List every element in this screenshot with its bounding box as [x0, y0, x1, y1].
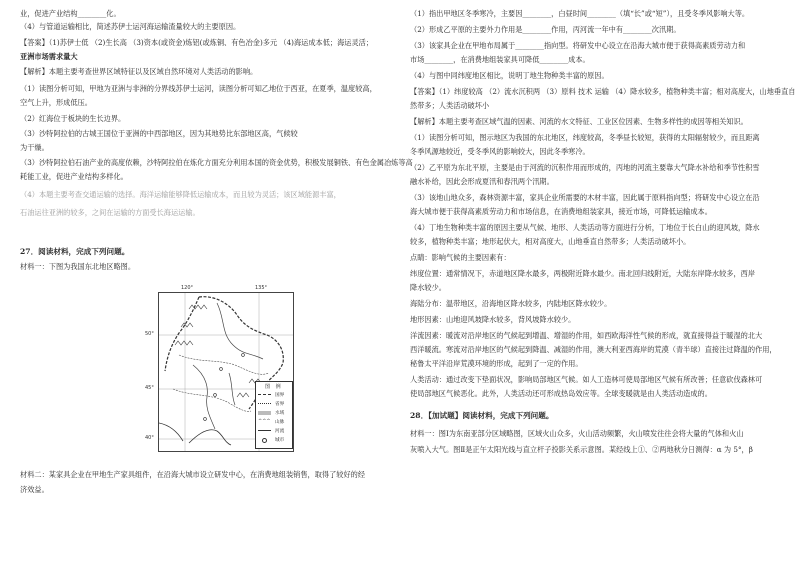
- text-line: 市场________，在消费地组装家具可降低________成本。: [410, 55, 590, 64]
- text-line: 材料二：某家具企业在甲地生产家具组件，在沿海大城市设立研发中心，在消费地组装销售，取得了较好的经: [20, 470, 366, 479]
- text-line: 材料一：图Ⅰ为东南亚部分区域略图，区域火山众多，火山活动频繁，火山喷发往往会将大量的气体和火山: [410, 429, 744, 438]
- text-line: 然带多；人类活动破坏小: [410, 101, 490, 110]
- text-line: 使局部地区气候恶化。此外，人类活动还可形成热岛效应等。全球变暖就是由人类活动造成的。: [410, 389, 712, 398]
- text-line: 秘鲁太平洋沿岸荒漠环境的形成，起到了一定的作用。: [410, 359, 583, 368]
- province-border-icon: [258, 403, 271, 404]
- text-line: 洋流因素：暖流对沿岸地区的气候起到增温、增湿的作用，如西欧海洋性气候的形成，就直接得益于暖湿的北大: [410, 331, 763, 340]
- text-line: 【答案】（1）纬度较高 （2）流水沉积两 （3）原料 技术 运输 （4）降水较多，植物种类丰富；相对高度大，山地垂直自: [410, 87, 796, 96]
- text-line: （4）本题主要考查交通运输的选择。海洋运输能够降低运输成本，而且较为灵活；该区域能源丰富，: [20, 190, 341, 199]
- text-line: 灰喷入大气。图Ⅱ是正午太阳光线与直立杆子投影关系示意图。某经线上①、②两地秋分日测得：α 为 5°，β: [410, 445, 753, 454]
- text-line: （3）该家具企业在甲地布局属于________指向型。将研发中心设立在沿海大城市便于获得高素质劳动力和: [410, 41, 746, 50]
- text-line: （2）红海位于板块的生长边界。: [20, 114, 126, 123]
- text-line: （3）该地山地众多，森林资源丰富，家具企业所需要的木材丰富，因此属于原料指向型；将研发中心设立在沿: [410, 193, 760, 202]
- text-line: 济效益。: [20, 485, 49, 494]
- text-line: 点睛：影响气候的主要因素有：: [410, 253, 511, 262]
- text-line: （1）读图分析可知，甲地为亚洲与非洲的分界线苏伊士运河，读图分析可知乙地位于西亚，在夏季，温度较高，: [20, 84, 377, 93]
- text-line: 人类活动：通过改变下垫面状况，影响局部地区气候。如人工造林可使局部地区气候有所改善；任意砍伐森林可: [410, 375, 763, 384]
- text-line: 冬季风源地较近，受冬季风的影响较大，因此冬季寒冷。: [410, 147, 590, 156]
- text-line: 【解析】本题主要考查区域气温的因素、河流的水文特征、工业区位因素、生物多样性的成因等相关知识。: [410, 117, 748, 126]
- river-icon: [258, 430, 271, 431]
- text-line: 耗能工业，促进产业结构多样化。: [20, 172, 128, 181]
- text-line: （1）指出甲地区冬季寒冷，主要因________，白昼时间________（填“长”或“短”），且受冬季风影响大等。: [410, 9, 750, 18]
- question-27-heading: 27．阅读材料，完成下列问题。: [20, 247, 130, 256]
- text-line: 西洋暖流。寒流对沿岸地区的气候起到降温、减湿的作用，澳大利亚西海岸的荒漠（青半球）直接注过降温的作用，: [410, 345, 777, 354]
- right-column: [410, 0, 796, 566]
- legend-item: 河流: [258, 428, 290, 434]
- text-line: 空气上升，形成低压。: [20, 98, 92, 107]
- text-line: 【答案】（1)苏伊士低 （2)生长高 （3)资本(或资金)炼铝(或炼铜、有色冶金)多元 （4)海运成本低；海运灵活；: [20, 38, 374, 47]
- text-line: （4）丁地生物种类丰富的原因主要从气候、地形、人类活动等方面进行分析，丁地位于长白山的迎风坡，降水: [410, 223, 760, 232]
- text-line: 海大城市便于获得高素质劳动力和市场信息，在消费地组装家具，接近市场，可降低运输成本。: [410, 207, 712, 216]
- question-28-heading: 28．【加试题】阅读材料，完成下列问题。: [410, 411, 554, 420]
- text-line: （3）沙特阿拉伯的古城王国位于亚洲的中西部地区，因为其地势比东部地区高，气候较: [20, 129, 298, 138]
- text-line: （1）读图分析可知，图示地区为我国的东北地区，纬度较高，冬季昼长较短，获得的太阳辐射较少，而且距离: [410, 133, 760, 142]
- left-column: [20, 0, 413, 566]
- text-line: （2）乙平原为东北平原，主要是由于河流的沉积作用而形成的，丙地的河流主要靠大气降水补给和季节性积雪: [410, 163, 760, 172]
- legend-item: 国界: [258, 392, 290, 398]
- text-line: 【解析】本题主要考查世界区域特征以及区域自然环境对人类活动的影响。: [20, 67, 258, 76]
- text-line: 材料一：下图为我国东北地区略图。: [20, 262, 136, 271]
- lon-label: 120°: [181, 285, 194, 291]
- text-line: 较多，植物种类丰富；地形起伏大，相对高度大，山地垂直自然带多；人类活动破坏小。: [410, 237, 691, 246]
- legend-item: 水域: [258, 410, 290, 416]
- text-line: 亚洲市场需求量大: [20, 52, 78, 61]
- northeast-china-map: [145, 285, 294, 452]
- legend-item: 城市: [258, 437, 290, 443]
- mountain-icon: ^^^: [258, 418, 271, 424]
- city-icon: [262, 438, 267, 443]
- legend-item: 省界: [258, 401, 290, 407]
- text-line: 降水较少。: [410, 283, 446, 292]
- text-line: （4）与管道运输相比，简述苏伊士运河海运输渣量较大的主要原因。: [20, 22, 241, 31]
- legend-item: ^^^ 山脉: [258, 418, 285, 425]
- text-line: 纬度位置：通常情况下，赤道地区降水最多，两极附近降水最少。南北回归线附近，大陆东岸降水较多，西岸: [410, 269, 756, 278]
- legend-title: 图 例: [265, 384, 283, 390]
- text-line: 地形因素：山地迎风坡降水较多，背风坡降水较少。: [410, 315, 576, 324]
- text-line: （4）与图中同纬度地区相比，说明丁地生物种类丰富的原因。: [410, 71, 609, 80]
- border-symbol-icon: [258, 394, 271, 395]
- text-line: 石油运往亚洲的较多，之间在运输的方面受长海运运输。: [20, 208, 200, 217]
- text-line: （2）形成乙平原的主要外力作用是________作用，丙河流一年中有________次汛期。: [410, 25, 681, 34]
- lat-label: 40°: [145, 435, 154, 441]
- text-line: 业，促进产业结构________化。: [20, 9, 121, 18]
- lat-label: 45°: [145, 385, 154, 391]
- text-line: 海陆分布：温带地区，沿海地区降水较多，内陆地区降水较少。: [410, 299, 612, 308]
- text-line: 为干燥。: [20, 143, 49, 152]
- text-line: （3）沙特阿拉伯石油产业的高度依赖，沙特阿拉伯在炼化方面充分利用本国的资金优势，积极发展铜铁、有色金属冶炼等高: [20, 158, 413, 167]
- lon-label: 135°: [255, 285, 268, 291]
- lat-label: 50°: [145, 331, 154, 337]
- water-icon: [258, 411, 271, 415]
- text-line: 融水补给，因此会形成夏汛和春汛两个汛期。: [410, 177, 554, 186]
- map-legend: [255, 381, 293, 449]
